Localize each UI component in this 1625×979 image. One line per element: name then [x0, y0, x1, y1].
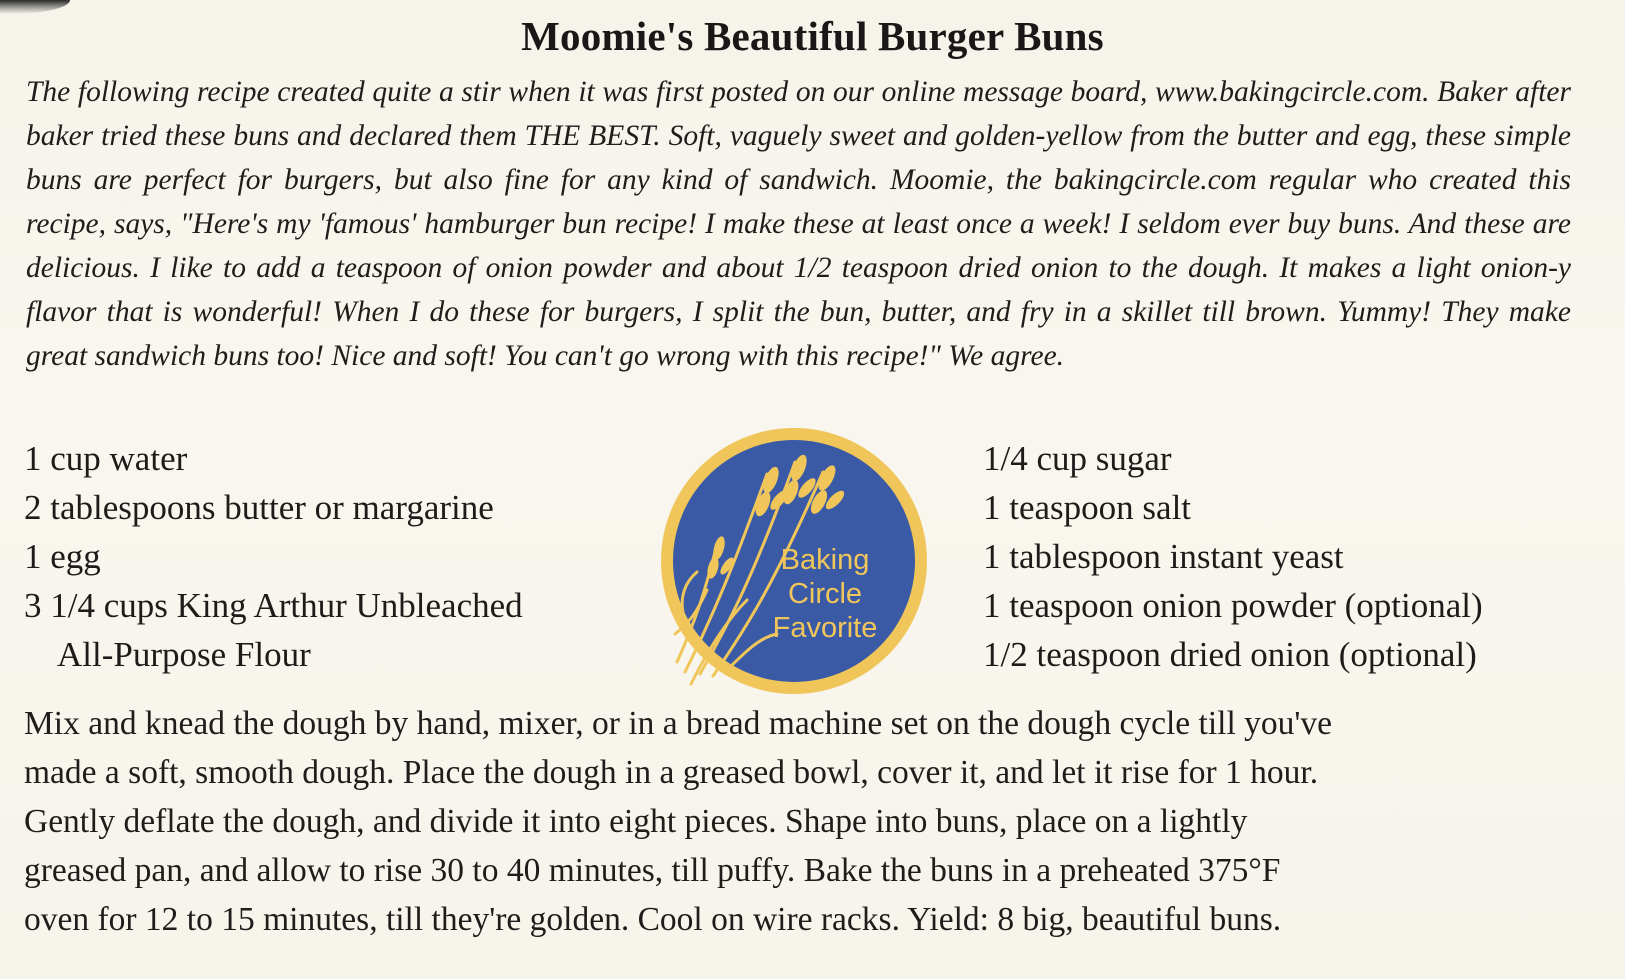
badge-label	[745, 543, 905, 645]
recipe-title: Moomie's Beautiful Burger Buns	[521, 13, 1104, 59]
ingredient-item: 1 teaspoon onion powder (optional)	[983, 586, 1483, 625]
ingredient-list-left	[24, 434, 634, 679]
ingredient-item: 1/4 cup sugar	[983, 439, 1172, 478]
ingredient-item-continuation: All-Purpose Flour	[57, 635, 311, 674]
badge-label-line: Circle	[787, 578, 863, 610]
ingredient-item: 2 tablespoons butter or margarine	[24, 488, 494, 527]
ingredient-item: 1 cup water	[24, 439, 188, 478]
badge-label-line: Baking	[780, 544, 870, 576]
ingredient-item: 1 egg	[24, 537, 101, 576]
instruction-line: made a soft, smooth dough. Place the dough in a greased bowl, cover it, and let it rise for 1 hour.	[24, 754, 1319, 791]
instruction-line: Gently deflate the dough, and divide it into eight pieces. Shape into buns, place on a lightly	[24, 803, 1248, 840]
ingredient-list-right	[983, 434, 1603, 679]
recipe-intro: The following recipe created quite a stir when it was first posted on our online message board, www.bakingcircle.com. Baker after baker tried these buns and declared them THE BEST. Soft, vaguely sweet and golden-yellow from the butter and egg, these simple buns are perfect for burgers, but also fine for any kind of sandwich. Moomie, the bakingcircle.com regular who created this recipe, says, "Here's my 'famous' hamburger bun recipe! I make these at least once a week! I seldom ever buy buns. And these are delicious. I like to add a teaspoon of onion powder and about 1/2 teaspoon dried onion to the dough. It makes a light onion-y flavor that is wonderful! When I do these for burgers, I split the bun, butter, and fry in a skillet till brown. Yummy! They make great sandwich buns too! Nice and soft! You can't go wrong with this recipe!" We agree.	[26, 76, 1571, 372]
badge-label-line: Favorite	[772, 612, 878, 644]
ingredient-item: 1 teaspoon salt	[983, 488, 1192, 527]
ingredient-item: 1 tablespoon instant yeast	[983, 537, 1344, 576]
instruction-line: oven for 12 to 15 minutes, till they're golden. Cool on wire racks. Yield: 8 big, beautiful buns.	[24, 901, 1282, 938]
recipe-instructions	[24, 699, 1594, 944]
instruction-line: greased pan, and allow to rise 30 to 40 minutes, till puffy. Bake the buns in a preheated 375°F	[24, 852, 1281, 889]
ingredient-item: 3 1/4 cups King Arthur Unbleached	[24, 586, 523, 625]
instruction-line: Mix and knead the dough by hand, mixer, or in a bread machine set on the dough cycle till you've	[24, 705, 1333, 742]
ingredient-item: 1/2 teaspoon dried onion (optional)	[983, 635, 1477, 674]
